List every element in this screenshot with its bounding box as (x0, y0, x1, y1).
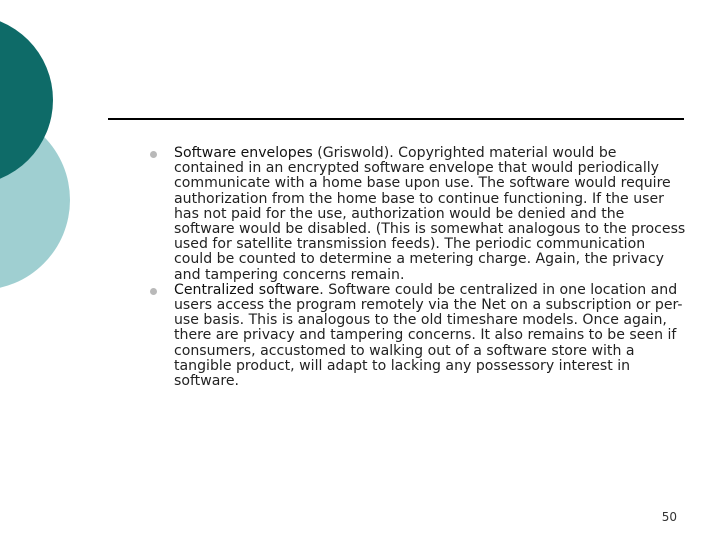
bullet-body-text: . Software could be centralized in one location and users access the program remotely via the Net on a subscription or per-use basis. This is analogous to the old timeshare models. Once again, there are privacy and tampering concerns. It also remains to be seen if consumers, accustomed to walking out of a software store with a tangible product, will adapt to lacking any possessory interest in software. (174, 281, 683, 390)
title-divider-line (108, 118, 684, 120)
bullet-list (148, 146, 686, 389)
page-number: 50 (661, 510, 677, 524)
light-teal-circle (0, 110, 70, 290)
bullet-item-centralized-software (148, 283, 686, 389)
bullet-lead-term: Software envelopes (174, 145, 313, 161)
bullet-icon (150, 151, 157, 158)
decorative-circles (0, 0, 120, 300)
bullet-body-text: (Griswold). Copyrighted material would be contained in an encrypted software envelope that would periodically communicate with a home base upon use. The software would require authorization from the home base to continue functioning. If the user has not paid for the use, authorization would be denied and the software would be disabled. (This is somewhat analogous to the process used for satellite transmission feeds). The periodic communication could be counted to determine a metering charge. Again, the privacy and tampering concerns remain. (174, 145, 686, 283)
bullet-lead-term: Centralized software (174, 281, 320, 298)
dark-teal-circle (0, 15, 53, 185)
bullet-icon (150, 288, 157, 295)
bullet-item-software-envelopes (148, 146, 686, 283)
